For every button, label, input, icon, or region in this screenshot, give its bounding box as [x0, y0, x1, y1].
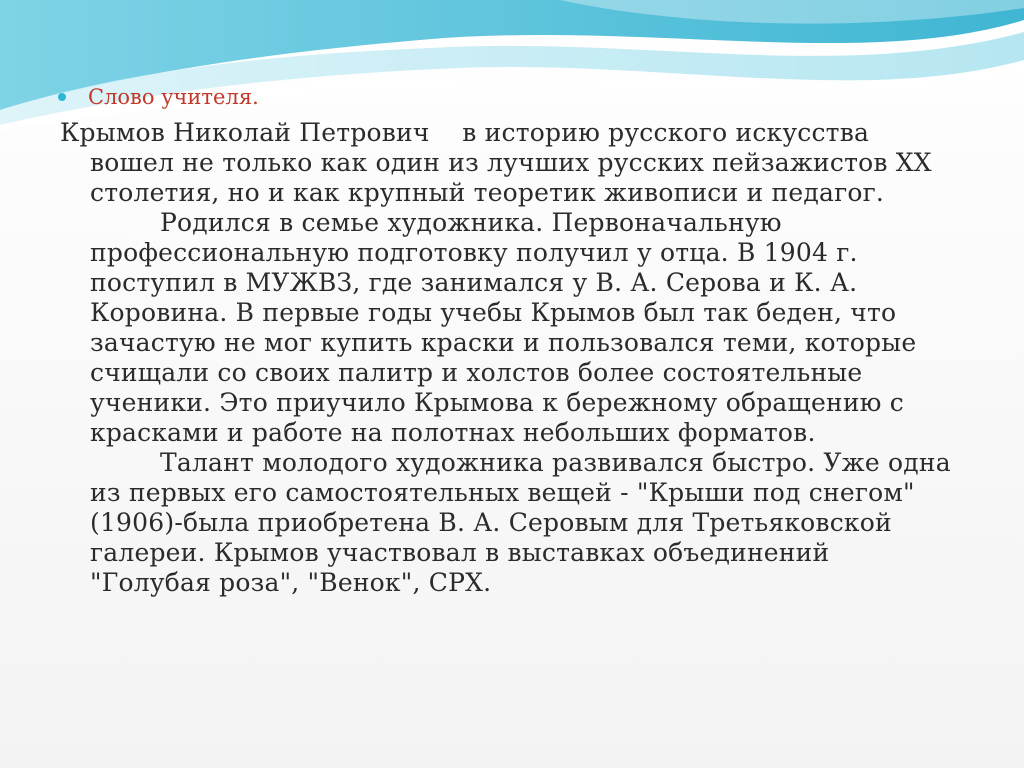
bullet-heading: Слово учителя. — [88, 85, 259, 109]
bullet-heading-row — [58, 83, 259, 111]
paragraph-line: галереи. Крымов участвовал в выставках объединений — [90, 538, 830, 567]
paragraph-line: (1906)-была приобретена В. А. Серовым для Третьяковской — [90, 508, 892, 537]
paragraph-line: поступил в МУЖВЗ, где занимался у В. А. Серова и К. А. — [90, 268, 858, 297]
paragraph-line: профессиональную подготовку получил у отца. В 1904 г. — [90, 238, 858, 267]
paragraph-line: из первых его самостоятельных вещей - "Крыши под снегом" — [90, 478, 915, 507]
paragraph-line: зачастую не мог купить краски и пользовался теми, которые — [90, 328, 917, 357]
paragraph-line: столетия, но и как крупный теоретик живописи и педагог. — [90, 178, 885, 207]
paragraph — [60, 118, 990, 598]
paragraph-line: Родился в семье художника. Первоначальную — [160, 208, 782, 237]
paragraph-line: Крымов Николай Петрович в историю русского искусства — [60, 118, 870, 147]
paragraph-line: вошел не только как один из лучших русских пейзажистов XX — [90, 148, 932, 177]
paragraph-line: ученики. Это приучило Крымова к бережному обращению с — [90, 388, 904, 417]
paragraph-line: Коровина. В первые годы учебы Крымов был так беден, что — [90, 298, 897, 327]
paragraph-line: "Голубая роза", "Венок", СРХ. — [90, 568, 492, 597]
paragraph-line: счищали со своих палитр и холстов более состоятельные — [90, 358, 863, 387]
paragraph-line: красками и работе на полотнах небольших форматов. — [90, 418, 816, 447]
paragraph-line: Талант молодого художника развивался быстро. Уже одна — [160, 448, 951, 477]
bullet-icon — [58, 93, 66, 101]
